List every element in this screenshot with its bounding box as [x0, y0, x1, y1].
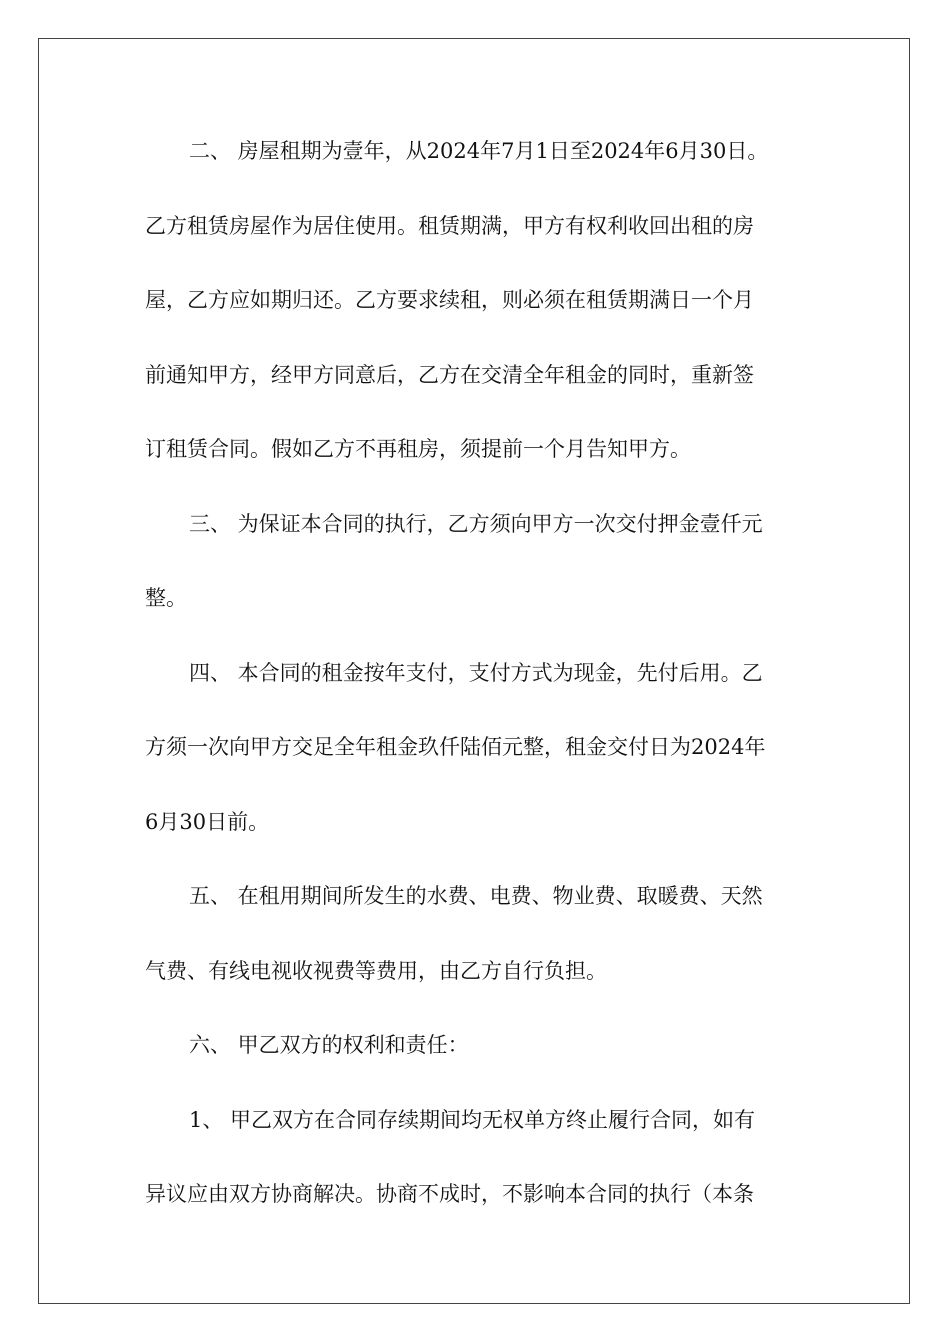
clause-4-line-3: 6月30日前。 [145, 809, 270, 834]
clause-6-1-line-1: 1、 甲乙双方在合同存续期间均无权单方终止履行合同，如有 [189, 1107, 756, 1132]
clause-4-line-1: 四、 本合同的租金按年支付，支付方式为现金，先付后用。乙 [189, 660, 763, 685]
document-body [145, 128, 815, 1246]
clause-3-line-1: 三、 为保证本合同的执行，乙方须向甲方一次交付押金壹仟元 [189, 511, 763, 536]
clause-4-line-2: 方须一次向甲方交足全年租金玖仟陆佰元整，租金交付日为2024年 [145, 735, 766, 759]
clause-5-line-2: 气费、有线电视收视费等费用，由乙方自行负担。 [145, 958, 607, 983]
clause-2-line-1: 二、 房屋租期为壹年，从2024年7月1日至2024年6月30日。 [189, 139, 769, 163]
clause-2-line-2: 乙方租赁房屋作为居住使用。租赁期满，甲方有权利收回出租的房 [145, 213, 754, 238]
clause-2-line-4: 前通知甲方，经甲方同意后，乙方在交清全年租金的同时，重新签 [145, 362, 754, 387]
clause-3-line-2: 整。 [145, 586, 187, 610]
clause-2-line-5: 订租赁合同。假如乙方不再租房，须提前一个月告知甲方。 [145, 437, 691, 461]
clause-2-line-3: 屋，乙方应如期归还。乙方要求续租，则必须在租赁期满日一个月 [145, 288, 754, 312]
clause-6-heading: 六、 甲乙双方的权利和责任： [189, 1033, 469, 1057]
clause-6-1-line-2: 异议应由双方协商解决。协商不成时，不影响本合同的执行（本条 [145, 1182, 754, 1206]
clause-5-line-1: 五、 在租用期间所发生的水费、电费、物业费、取暖费、天然 [189, 884, 763, 908]
